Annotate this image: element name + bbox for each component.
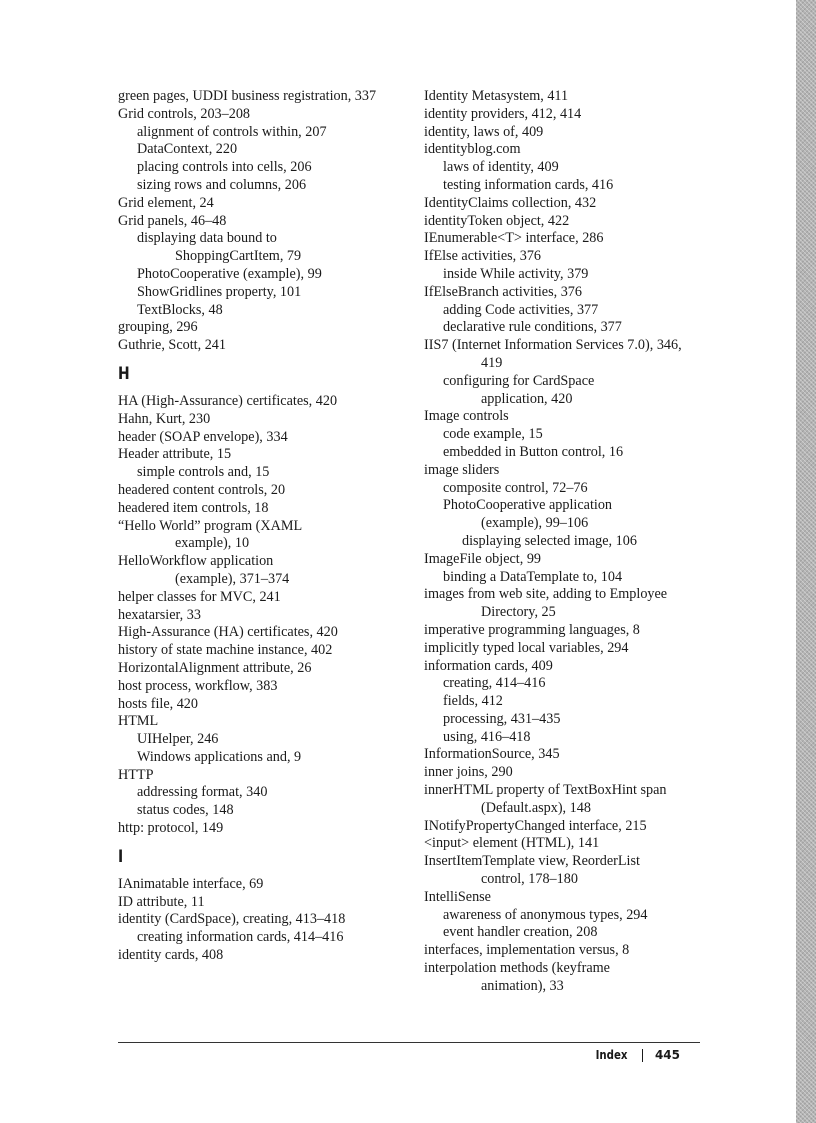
- index-subentry: PhotoCooperative (example), 99: [137, 265, 322, 282]
- index-entry: identityToken object, 422: [424, 212, 570, 229]
- index-subentry: creating, 414–416: [443, 675, 546, 692]
- index-subentry: (example), 99–106: [481, 515, 589, 532]
- index-entry: IdentityClaims collection, 432: [424, 194, 597, 211]
- index-entry: IAnimatable interface, 69: [118, 875, 264, 892]
- index-entry: history of state machine instance, 402: [118, 642, 333, 659]
- index-letter-heading: H: [118, 363, 130, 384]
- index-entry: Hahn, Kurt, 230: [118, 410, 211, 427]
- index-subentry: testing information cards, 416: [443, 176, 614, 193]
- index-entry: interpolation methods (keyframe: [424, 960, 610, 977]
- index-subentry: processing, 431–435: [443, 710, 561, 727]
- index-entry: grouping, 296: [118, 319, 198, 336]
- footer-separator: [642, 1049, 643, 1062]
- index-entry: Grid panels, 46–48: [118, 212, 227, 229]
- index-entry: Grid element, 24: [118, 194, 214, 211]
- index-subentry: fields, 412: [443, 693, 503, 710]
- index-entry: identity (CardSpace), creating, 413–418: [118, 911, 346, 928]
- index-entry: innerHTML property of TextBoxHint span: [424, 782, 667, 799]
- index-entry: HelloWorkflow application: [118, 553, 274, 570]
- index-subentry: configuring for CardSpace: [443, 372, 595, 389]
- index-subentry: control, 178–180: [481, 871, 578, 888]
- index-entry: hexatarsier, 33: [118, 606, 201, 623]
- index-subentry: inside While activity, 379: [443, 265, 589, 282]
- index-entry: identity providers, 412, 414: [424, 105, 582, 122]
- index-subentry: alignment of controls within, 207: [137, 123, 327, 140]
- index-entry: InsertItemTemplate view, ReorderList: [424, 853, 640, 870]
- index-entry: imperative programming languages, 8: [424, 621, 640, 638]
- index-entry: Grid controls, 203–208: [118, 105, 251, 122]
- index-entry: IfElse activities, 376: [424, 248, 542, 265]
- index-entry: header (SOAP envelope), 334: [118, 428, 288, 445]
- index-subentry: Directory, 25: [481, 604, 556, 621]
- index-entry: identity, laws of, 409: [424, 123, 544, 140]
- index-subentry: code example, 15: [443, 426, 543, 443]
- index-subentry: ShoppingCartItem, 79: [175, 248, 302, 265]
- index-subentry: status codes, 148: [137, 802, 234, 819]
- scan-edge-strip: [796, 0, 816, 1123]
- index-entry: IEnumerable<T> interface, 286: [424, 230, 604, 247]
- index-subentry: (example), 371–374: [175, 570, 290, 587]
- index-entry: hosts file, 420: [118, 695, 198, 712]
- index-subentry: PhotoCooperative application: [443, 497, 613, 514]
- index-entry: http: protocol, 149: [118, 820, 224, 837]
- index-entry: ID attribute, 11: [118, 893, 205, 910]
- index-subentry: using, 416–418: [443, 728, 531, 745]
- index-entry: interfaces, implementation versus, 8: [424, 942, 630, 959]
- index-entry: Guthrie, Scott, 241: [118, 337, 226, 354]
- index-entry: High-Assurance (HA) certificates, 420: [118, 624, 338, 641]
- index-subentry: displaying data bound to: [137, 230, 277, 247]
- index-entry: Identity Metasystem, 411: [424, 88, 569, 104]
- index-entry: HTTP: [118, 766, 154, 783]
- index-subentry: 419: [481, 354, 503, 371]
- index-entry: Image controls: [424, 408, 509, 425]
- index-entry: inner joins, 290: [424, 764, 513, 781]
- index-subentry: animation), 33: [481, 977, 564, 994]
- index-entry: HTML: [118, 713, 159, 730]
- index-subentry: Windows applications and, 9: [137, 748, 302, 765]
- index-subentry: placing controls into cells, 206: [137, 159, 312, 176]
- index-subentry: displaying selected image, 106: [462, 532, 637, 549]
- index-subentry: creating information cards, 414–416: [137, 929, 344, 946]
- index-entry: identity cards, 408: [118, 947, 224, 964]
- index-entry: images from web site, adding to Employee: [424, 586, 668, 603]
- index-subentry: example), 10: [175, 535, 250, 552]
- index-entry: identityblog.com: [424, 141, 521, 158]
- index-entry: INotifyPropertyChanged interface, 215: [424, 817, 647, 834]
- index-entry: implicitly typed local variables, 294: [424, 639, 629, 656]
- page-footer: [590, 1046, 680, 1064]
- index-subentry: application, 420: [481, 390, 573, 407]
- index-subentry: UIHelper, 246: [137, 731, 219, 748]
- index-entry: HorizontalAlignment attribute, 26: [118, 659, 312, 676]
- index-entry: green pages, UDDI business registration, 337: [118, 88, 377, 104]
- index-subentry: laws of identity, 409: [443, 159, 559, 176]
- index-entry: headered item controls, 18: [118, 499, 269, 516]
- index-subentry: adding Code activities, 377: [443, 301, 599, 318]
- index-subentry: composite control, 72–76: [443, 479, 588, 496]
- index-subentry: event handler creation, 208: [443, 924, 598, 941]
- index-subentry: embedded in Button control, 16: [443, 443, 624, 460]
- footer-rule: [118, 1042, 700, 1043]
- index-entry: information cards, 409: [424, 657, 553, 674]
- index-subentry: awareness of anonymous types, 294: [443, 906, 648, 923]
- index-subentry: TextBlocks, 48: [137, 301, 223, 318]
- index-subentry: simple controls and, 15: [137, 464, 270, 481]
- index-entry: ImageFile object, 99: [424, 550, 542, 567]
- index-subentry: addressing format, 340: [137, 784, 268, 801]
- index-entry: headered content controls, 20: [118, 481, 286, 498]
- index-entry: “Hello World” program (XAML: [118, 517, 303, 534]
- index-subentry: (Default.aspx), 148: [481, 799, 591, 816]
- index-entry: IfElseBranch activities, 376: [424, 283, 582, 300]
- footer-section-label: Index: [596, 1048, 628, 1062]
- index-entry: Header attribute, 15: [118, 446, 232, 463]
- index-entry: host process, workflow, 383: [118, 677, 278, 694]
- index-entry: helper classes for MVC, 241: [118, 588, 281, 605]
- index-entry: IntelliSense: [424, 888, 491, 905]
- index-subentry: sizing rows and columns, 206: [137, 176, 307, 193]
- index-entry: image sliders: [424, 461, 500, 478]
- index-entry: IIS7 (Internet Information Services 7.0), 346,: [424, 337, 682, 354]
- index-column-left: [118, 88, 408, 965]
- index-subentry: DataContext, 220: [137, 141, 238, 158]
- index-column-right: [424, 88, 714, 996]
- index-subentry: declarative rule conditions, 377: [443, 319, 622, 336]
- index-entry: <input> element (HTML), 141: [424, 835, 600, 852]
- index-entry: InformationSource, 345: [424, 746, 560, 763]
- index-subentry: ShowGridlines property, 101: [137, 283, 302, 300]
- page-number: 445: [654, 1048, 680, 1062]
- index-subentry: binding a DataTemplate to, 104: [443, 568, 623, 585]
- index-entry: HA (High-Assurance) certificates, 420: [118, 392, 338, 409]
- index-letter-heading: I: [118, 846, 124, 867]
